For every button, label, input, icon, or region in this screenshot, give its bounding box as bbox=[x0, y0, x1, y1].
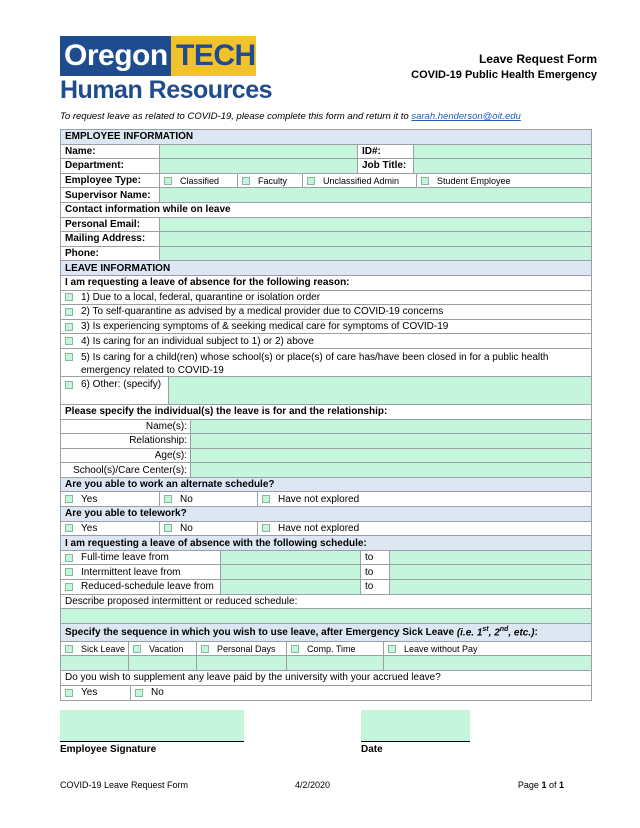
checkbox[interactable] bbox=[65, 353, 73, 361]
option-label: Yes bbox=[81, 522, 98, 534]
mailing-address-label: Mailing Address: bbox=[61, 232, 160, 246]
relationship-field[interactable] bbox=[191, 434, 591, 448]
full-time-to-field[interactable] bbox=[390, 551, 591, 565]
seq-sup: nd bbox=[499, 626, 509, 634]
form-title: Leave Request Form bbox=[478, 52, 597, 66]
type-faculty[interactable] bbox=[238, 174, 303, 188]
describe-schedule-field[interactable] bbox=[61, 609, 591, 623]
job-title-field[interactable] bbox=[414, 159, 591, 173]
personal-email-label: Personal Email: bbox=[61, 218, 160, 232]
department-label: Department: bbox=[61, 159, 160, 173]
schedule-label: Intermittent leave from bbox=[81, 566, 181, 578]
ages-label: Age(s): bbox=[61, 449, 191, 463]
department-field[interactable] bbox=[160, 159, 358, 173]
reason-5[interactable] bbox=[61, 349, 591, 376]
logo-human-resources: Human Resources bbox=[60, 76, 273, 104]
checkbox[interactable] bbox=[307, 177, 315, 185]
leave-info-header: LEAVE INFORMATION bbox=[61, 261, 591, 275]
schedule-header: I am requesting a leave of absence with the following schedule: bbox=[61, 536, 591, 550]
reduced-from-field[interactable] bbox=[221, 580, 361, 594]
employee-signature-field[interactable] bbox=[60, 710, 244, 742]
supervisor-field[interactable] bbox=[160, 188, 591, 202]
names-field[interactable] bbox=[191, 420, 591, 434]
alt-no[interactable] bbox=[160, 492, 258, 506]
id-field[interactable] bbox=[414, 145, 591, 159]
reduced-to-field[interactable] bbox=[390, 580, 591, 594]
oregon-tech-hr-logo bbox=[60, 36, 273, 104]
comp-order-field[interactable] bbox=[287, 656, 384, 670]
type-unclassified-admin[interactable] bbox=[303, 174, 417, 188]
employee-info-header: EMPLOYEE INFORMATION bbox=[61, 130, 591, 144]
schedule-label: Reduced-schedule leave from bbox=[81, 581, 214, 593]
date-label: Date bbox=[361, 744, 383, 755]
intermittent-to-field[interactable] bbox=[390, 565, 591, 579]
type-classified[interactable] bbox=[160, 174, 238, 188]
other-specify-field[interactable] bbox=[169, 377, 591, 404]
checkbox[interactable] bbox=[65, 337, 73, 345]
alt-yes[interactable] bbox=[61, 492, 160, 506]
alt-not-explored[interactable] bbox=[258, 492, 591, 506]
footer-date: 4/2/2020 bbox=[295, 780, 331, 790]
reason-label: 1) Due to a local, federal, quarantine or isolation order bbox=[81, 291, 321, 303]
full-time-from-field[interactable] bbox=[221, 551, 361, 565]
to-label: to bbox=[361, 551, 390, 565]
individual-header: Please specify the individual(s) the leave is for and the relationship: bbox=[65, 406, 388, 418]
checkbox[interactable] bbox=[164, 524, 172, 532]
seq-part: , etc.) bbox=[508, 627, 535, 639]
intermittent-from-field[interactable] bbox=[221, 565, 361, 579]
option-label: Have not explored bbox=[278, 493, 360, 505]
option-label: Yes bbox=[81, 687, 98, 699]
footer-form-name: COVID-19 Leave Request Form bbox=[60, 780, 189, 790]
checkbox[interactable] bbox=[65, 381, 73, 389]
sequence-text: Specify the sequence in which you wish to use leave, after Emergency Sick Leave bbox=[65, 626, 457, 638]
checkbox[interactable] bbox=[65, 689, 73, 697]
page-of: of bbox=[546, 780, 559, 790]
supplement-no[interactable] bbox=[131, 686, 591, 701]
checkbox[interactable] bbox=[65, 495, 73, 503]
employee-type-label: Employee Type: bbox=[61, 174, 160, 188]
seq-part: (i.e. 1 bbox=[456, 627, 483, 639]
reason-label: 3) Is experiencing symptoms of & seeking medical care for symptoms of COVID-19 bbox=[81, 321, 449, 333]
leave-type-personal-days[interactable] bbox=[197, 642, 287, 656]
personal-email-field[interactable] bbox=[160, 218, 591, 232]
mailing-address-field[interactable] bbox=[160, 232, 591, 246]
telework-yes[interactable] bbox=[61, 522, 160, 536]
name-label: Name: bbox=[61, 145, 160, 159]
leave-type-label: Comp. Time bbox=[307, 643, 356, 654]
name-field[interactable] bbox=[160, 145, 358, 159]
contact-header: Contact information while on leave bbox=[65, 204, 231, 216]
intro-text bbox=[60, 111, 521, 122]
seq-sup: st bbox=[482, 626, 489, 634]
leave-type-sick[interactable] bbox=[61, 642, 129, 656]
vacation-order-field[interactable] bbox=[129, 656, 197, 670]
telework-not-explored[interactable] bbox=[258, 522, 591, 536]
reason-label: 6) Other: (specify) bbox=[81, 378, 162, 390]
option-label: No bbox=[180, 522, 193, 534]
logo-tech: TECH bbox=[171, 36, 256, 76]
reason-4[interactable] bbox=[61, 334, 591, 348]
ages-field[interactable] bbox=[191, 449, 591, 463]
checkbox[interactable] bbox=[65, 308, 73, 316]
sequence-example bbox=[456, 626, 538, 639]
page-total: 1 bbox=[558, 780, 564, 790]
phone-field[interactable] bbox=[160, 247, 591, 261]
checkbox[interactable] bbox=[65, 554, 73, 562]
type-student-employee[interactable] bbox=[417, 174, 591, 188]
checkbox[interactable] bbox=[65, 583, 73, 591]
checkbox[interactable] bbox=[164, 495, 172, 503]
sequence-header bbox=[61, 624, 591, 641]
checkbox[interactable] bbox=[262, 524, 270, 532]
checkbox[interactable] bbox=[65, 293, 73, 301]
option-label: Have not explored bbox=[278, 522, 360, 534]
leave-request-form bbox=[60, 129, 592, 701]
checkbox[interactable] bbox=[201, 645, 209, 653]
seq-colon: : bbox=[534, 626, 538, 638]
option-label: No bbox=[151, 687, 164, 699]
reason-label: 5) Is caring for a child(ren) whose school(s) or place(s) of care has/have been closed in for a public health emergency related to COVID-19 bbox=[81, 351, 549, 376]
intermittent-leave[interactable] bbox=[61, 565, 221, 579]
phone-label: Phone: bbox=[61, 247, 160, 261]
checkbox[interactable] bbox=[65, 568, 73, 576]
to-label: to bbox=[361, 580, 390, 594]
reason-label: 4) Is caring for an individual subject to 1) or 2) above bbox=[81, 335, 314, 347]
page-word: Page bbox=[517, 780, 542, 790]
reduced-schedule-leave[interactable] bbox=[61, 580, 221, 594]
sick-order-field[interactable] bbox=[61, 656, 129, 670]
leave-type-vacation[interactable] bbox=[129, 642, 197, 656]
intro-instructions: To request leave as related to COVID-19, please complete this form and return it to bbox=[60, 111, 412, 122]
date-field[interactable] bbox=[361, 710, 470, 742]
without-pay-order-field[interactable] bbox=[384, 656, 591, 670]
checkbox[interactable] bbox=[133, 645, 141, 653]
leave-type-comp-time[interactable] bbox=[287, 642, 384, 656]
checkbox[interactable] bbox=[65, 524, 73, 532]
form-subtitle: COVID-19 Public Health Emergency bbox=[411, 69, 597, 81]
type-label: Unclassified Admin bbox=[323, 175, 400, 186]
telework-question: Are you able to telework? bbox=[61, 507, 591, 521]
type-label: Faculty bbox=[258, 175, 288, 186]
logo-oregon: Oregon bbox=[60, 36, 171, 76]
reason-3[interactable] bbox=[61, 320, 591, 334]
checkbox[interactable] bbox=[388, 645, 396, 653]
schedule-label: Full-time leave from bbox=[81, 552, 169, 564]
reason-1[interactable] bbox=[61, 291, 591, 305]
supervisor-label: Supervisor Name: bbox=[61, 188, 160, 202]
type-label: Student Employee bbox=[437, 175, 511, 186]
checkbox[interactable] bbox=[65, 645, 73, 653]
telework-no[interactable] bbox=[160, 522, 258, 536]
supplement-yes[interactable] bbox=[61, 686, 131, 701]
to-label: to bbox=[361, 565, 390, 579]
option-label: Yes bbox=[81, 493, 98, 505]
type-label: Classified bbox=[180, 175, 220, 186]
job-title-label: Job Title: bbox=[358, 159, 414, 173]
checkbox[interactable] bbox=[242, 177, 250, 185]
school-label: School(s)/Care Center(s): bbox=[61, 463, 191, 477]
checkbox[interactable] bbox=[135, 689, 143, 697]
checkbox[interactable] bbox=[65, 323, 73, 331]
seq-part: , 2 bbox=[488, 627, 500, 639]
leave-type-label: Personal Days bbox=[217, 643, 276, 654]
relationship-label: Relationship: bbox=[61, 434, 191, 448]
page-current: 1 bbox=[541, 780, 547, 790]
names-label: Name(s): bbox=[61, 420, 191, 434]
reason-2[interactable] bbox=[61, 305, 591, 319]
school-field[interactable] bbox=[191, 463, 591, 477]
footer-page-number bbox=[518, 780, 564, 790]
reason-header: I am requesting a leave of absence for the following reason: bbox=[65, 277, 350, 289]
email-link[interactable]: sarah.henderson@oit.edu bbox=[411, 111, 521, 122]
checkbox[interactable] bbox=[164, 177, 172, 185]
form-title-block bbox=[411, 51, 597, 83]
personal-order-field[interactable] bbox=[197, 656, 287, 670]
checkbox[interactable] bbox=[262, 495, 270, 503]
leave-type-label: Sick Leave bbox=[81, 643, 126, 654]
checkbox[interactable] bbox=[291, 645, 299, 653]
alternate-schedule-question: Are you able to work an alternate schedule? bbox=[61, 478, 591, 492]
describe-schedule-label: Describe proposed intermittent or reduced schedule: bbox=[65, 595, 298, 607]
supplement-question: Do you wish to supplement any leave paid by the university with your accrued leave? bbox=[65, 672, 441, 684]
reason-label: 2) To self-quarantine as advised by a medical provider due to COVID-19 concerns bbox=[81, 306, 444, 318]
leave-type-label: Leave without Pay bbox=[404, 643, 478, 654]
id-label: ID#: bbox=[358, 145, 414, 159]
leave-type-label: Vacation bbox=[149, 643, 184, 654]
reason-6[interactable] bbox=[61, 377, 169, 404]
employee-signature-label: Employee Signature bbox=[60, 744, 157, 755]
option-label: No bbox=[180, 493, 193, 505]
full-time-leave[interactable] bbox=[61, 551, 221, 565]
leave-type-without-pay[interactable] bbox=[384, 642, 591, 656]
checkbox[interactable] bbox=[421, 177, 429, 185]
